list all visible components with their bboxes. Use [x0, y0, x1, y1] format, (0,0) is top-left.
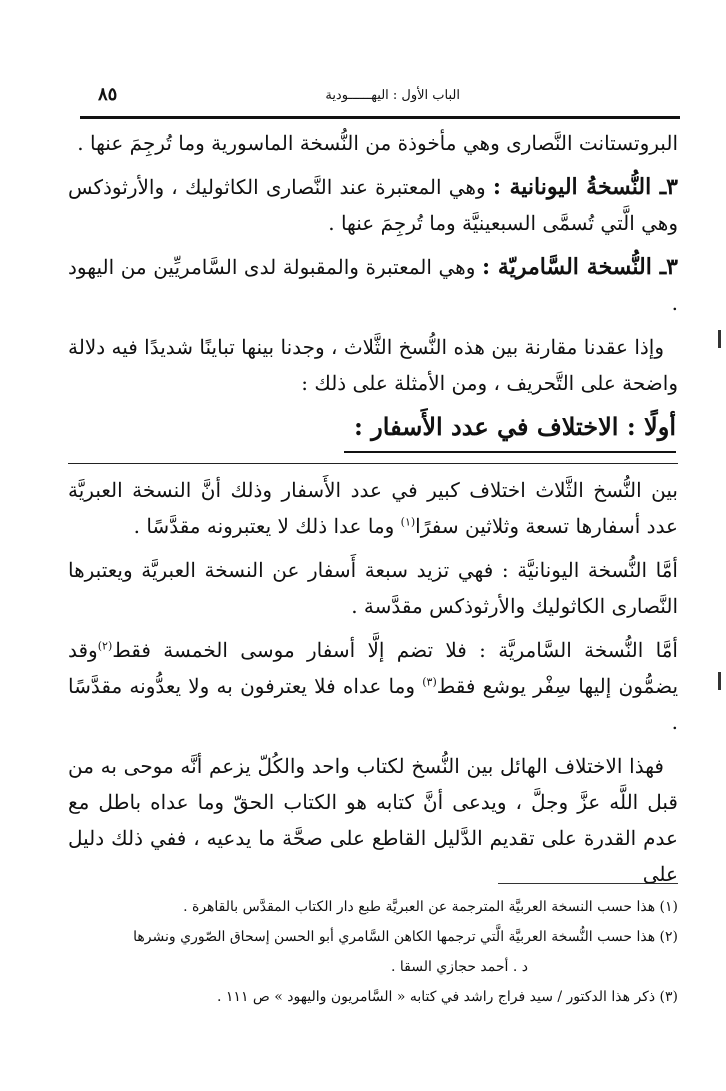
paragraph-book-count	[68, 472, 678, 544]
footnotes	[68, 892, 678, 1012]
main-text	[68, 125, 678, 900]
heading-divider	[68, 463, 678, 464]
footnote-ref-1: (١)	[400, 515, 416, 529]
header-rule	[80, 116, 680, 119]
page-header	[80, 82, 680, 112]
footnote-ref-3: (٣)	[422, 675, 437, 689]
paragraph-conclusion: فهذا الاختلاف الهائل بين النُّسخ لكتاب واحد والكُلّ يزعم أنَّه موحى به من قبل اللَّه عزَّ وجلَّ ، ويدعى أنَّ كتابه هو الكتاب الحقّ وما عداه باطل مع عدم القدرة على تقديم الدَّليل القاطع على صحَّة ما يدعيه ، ففي ذلك دليل على	[68, 754, 678, 886]
footnote-rule	[498, 883, 678, 884]
book-count-text-a: بين النُّسخ الثَّلاث اختلاف كبير في عدد الأَسفار وذلك أنَّ النسخة العبريَّة عدد أسفارها تسعة وثلاثين سفرًا	[68, 478, 678, 538]
book-count-text-b: وما عدا ذلك لا يعتبرونه مقدَّسًا .	[133, 514, 401, 538]
paragraph-comparison: وإذا عقدنا مقارنة بين هذه النُّسخ الثَّلاث ، وجدنا بينها تباينًا شديدًا فيه دلالة واضحة على التَّحريف ، ومن الأمثلة على ذلك :	[68, 335, 678, 395]
running-title: الباب الأول : اليهــــــودية	[325, 88, 460, 103]
samaritan-version-text: وهي المعتبرة والمقبولة لدى السَّامريِّين من اليهود .	[68, 255, 678, 315]
margin-mark	[718, 672, 721, 690]
paragraph-samaritan-books	[68, 632, 678, 740]
greek-version-label: ٣ـ النُّسخةُ اليونانية :	[492, 174, 678, 200]
greek-version-text: وهي المعتبرة عند النَّصارى الكاثوليك ، والأرثوذكس وهي الَّتي تُسمَّى السبعينيَّة وما تُرجِمَ عنها .	[68, 175, 678, 235]
samaritan-books-text-b: وقد يضمُّون إليها سِفْر يوشع فقط	[68, 638, 679, 698]
samaritan-books-text-a: أمَّا النُّسخة السَّامريَّة : فلا تضم إلَّا أسفار موسى الخمسة فقط	[112, 638, 678, 662]
margin-mark	[718, 330, 721, 348]
paragraph-greek-books: أمَّا النُّسخة اليونانيَّة : فهي تزيد سبعة أَسفار عن النسخة العبريَّة ويعتبرها النَّصارى الكاثوليك والأرثوذكس مقدَّسة .	[68, 558, 678, 618]
samaritan-version-label: ٣ـ النُّسخة السَّامريّة :	[481, 254, 678, 280]
samaritan-books-text-c: وما عداه فلا يعترفون به ولا يعدُّونه مقدَّسًا .	[68, 674, 678, 734]
section-heading-text: أولًا : الاختلاف في عدد الأَسفار :	[344, 409, 676, 453]
footnote-ref-2: (٢)	[97, 639, 113, 653]
footnote-2: (٢) هذا حسب النُّسخة العربيَّة الَّتي ترجمها الكاهن السَّامري أبو الحسن إسحاق الصّوري ونشرها	[133, 929, 678, 945]
paragraph-protestant: البروتستانت النَّصارى وهي مأخوذة من النُّسخة الماسورية وما تُرجِمَ عنها .	[77, 131, 678, 155]
paragraph-samaritan-version	[68, 249, 678, 321]
footnote-3: (٣) ذكر هذا الدكتور / سيد فراج راشد في كتابه « السَّامريون واليهود » ص ١١١ .	[217, 989, 678, 1005]
footnote-1: (١) هذا حسب النسخة العربيَّة المترجمة عن العبريَّة طبع دار الكتاب المقدَّس بالقاهرة .	[183, 899, 678, 915]
section-heading	[68, 409, 676, 455]
page-number: ٨٥	[98, 84, 118, 105]
paragraph-greek-version	[68, 169, 678, 241]
footnote-2-continued: د . أحمد حجازي السقا .	[390, 959, 528, 975]
